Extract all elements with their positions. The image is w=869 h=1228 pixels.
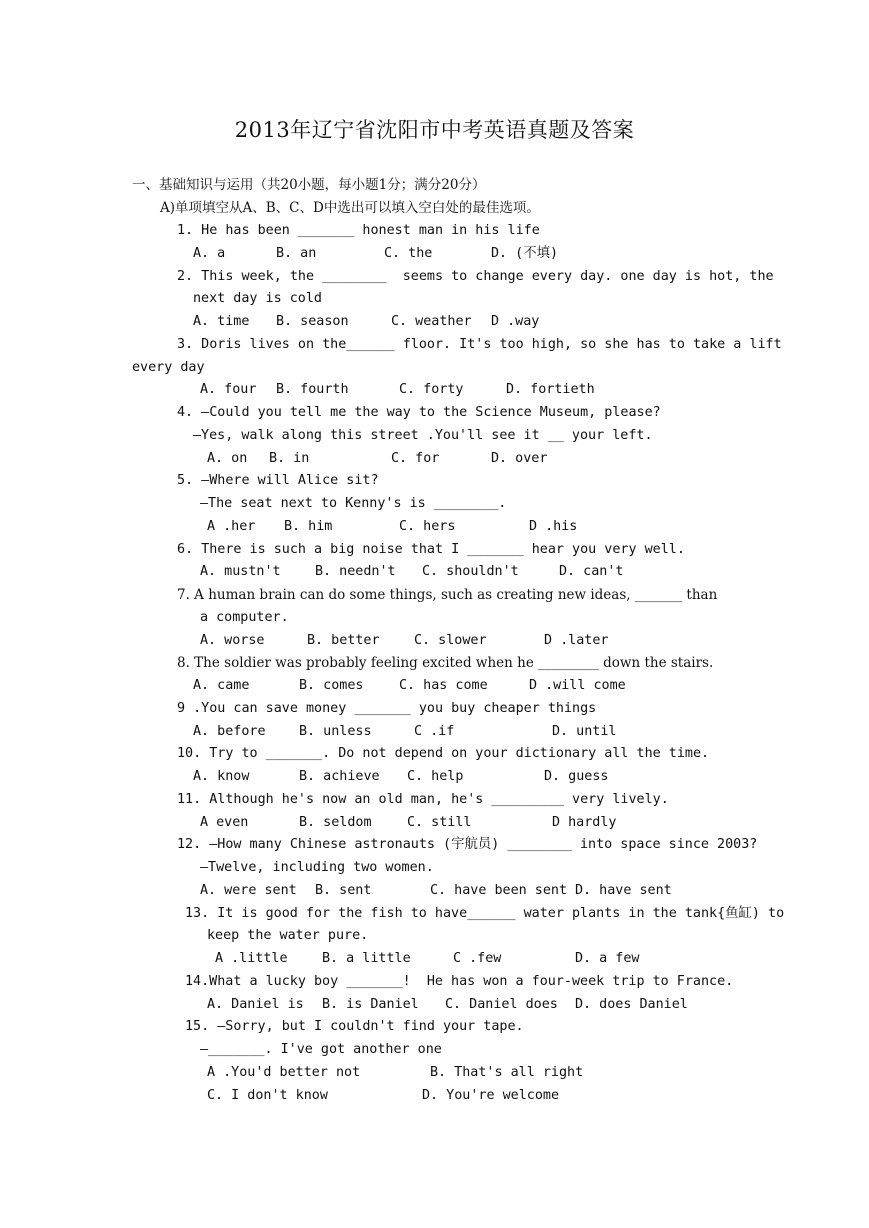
section-heading: 一、基础知识与运用（共20小题，每小题1分；满分20分） [132,177,486,193]
question-6-option-b: B. needn't [315,564,396,579]
question-2-option-a: A. time [193,314,250,329]
question-6-option-d: D. can't [559,564,624,579]
question-10-option-a: A. know [193,769,250,784]
question-11-option-d: D hardly [552,815,617,830]
question-11-stem: 11. Although he's now an old man, he's _________ very lively. [177,792,669,807]
question-15-option-a: A .You'd better not [207,1065,361,1080]
question-2-stem-cont: next day is cold [193,291,322,306]
question-12-stem: 12. —How many Chinese astronauts (宇航员) ________ into space since 2003? [177,837,758,852]
question-11-option-c: C. still [407,815,472,830]
question-2-option-d: D .way [491,314,540,329]
question-1-option-d: D. (不填) [491,246,559,261]
question-1-stem: 1. He has been _______ honest man in his life [177,223,540,238]
question-9-option-b: B. unless [299,724,372,739]
question-13-stem-cont: keep the water pure. [207,928,369,943]
question-15-option-d: D. You're welcome [422,1088,560,1103]
question-9-option-c: C .if [414,724,455,739]
question-7-option-b: B. better [307,633,380,648]
question-10-option-c: C. help [407,769,464,784]
question-14-option-d: D. does Daniel [575,997,688,1012]
question-8-option-b: B. comes [299,678,364,693]
question-8-option-a: A. came [193,678,250,693]
question-4-stem: 4. —Could you tell me the way to the Science Museum, please? [177,405,661,420]
question-1-option-c: C. the [384,246,433,261]
question-12-option-c: C. have been sent [430,883,568,898]
question-12-option-a: A. were sent [200,883,297,898]
question-9-stem: 9 .You can save money _______ you buy cheaper things [177,701,597,716]
question-6-option-a: A. mustn't [200,564,281,579]
question-5-option-a: A .her [207,519,256,534]
question-2-stem: 2. This week, the ________ seems to change every day. one day is hot, the [177,269,774,284]
question-3-option-b: B. fourth [276,382,349,397]
question-8-option-d: D .will come [529,678,626,693]
question-9-option-d: D. until [552,724,617,739]
question-6-stem: 6. There is such a big noise that I _______ hear you very well. [177,542,685,557]
question-14-option-a: A. Daniel is [207,997,304,1012]
page-title: 2013年辽宁省沈阳市中考英语真题及答案 [234,118,635,142]
question-13-option-a: A .little [215,951,288,966]
question-10-option-d: D. guess [544,769,609,784]
question-14-option-b: B. is Daniel [322,997,419,1012]
question-5-option-c: C. hers [399,519,456,534]
question-3-option-d: D. fortieth [506,382,595,397]
question-10-stem: 10. Try to _______. Do not depend on your dictionary all the time. [177,746,710,761]
question-15-option-b: B. That's all right [430,1065,584,1080]
question-5-stem: 5. —Where will Alice sit? [177,473,379,488]
question-7-option-c: C. slower [414,633,487,648]
question-2-option-c: C. weather [391,314,472,329]
question-5-stem-cont: —The seat next to Kenny's is ________. [200,496,507,511]
question-8-stem: 8. The soldier was probably feeling excited when he _________ down the stairs. [177,655,714,671]
question-15-stem-cont: —_______. I've got another one [200,1042,442,1057]
question-13-option-b: B. a little [322,951,411,966]
subsection-heading: A)单项填空从A、B、C、D中选出可以填入空白处的最佳选项。 [160,200,540,216]
question-6-option-c: C. shouldn't [422,564,519,579]
question-3-stem: 3. Doris lives on the______ floor. It's too high, so she has to take a lift [177,337,782,352]
question-1-option-a: A. a [193,246,226,261]
question-7-option-d: D .later [544,633,609,648]
question-14-stem: 14.What a lucky boy _______! He has won a four-week trip to France. [185,974,734,989]
question-5-option-d: D .his [529,519,578,534]
question-4-option-b: B. in [269,451,310,466]
question-12-stem-cont: —Twelve, including two women. [200,860,434,875]
question-4-stem-cont: —Yes, walk along this street .You'll see it __ your left. [193,428,653,443]
question-12-option-b: B. sent [315,883,372,898]
question-15-stem: 15. —Sorry, but I couldn't find your tape. [185,1019,524,1034]
question-5-option-b: B. him [284,519,333,534]
question-3-option-c: C. forty [399,382,464,397]
question-2-option-b: B. season [276,314,349,329]
question-14-option-c: C. Daniel does [445,997,558,1012]
question-7-option-a: A. worse [200,633,265,648]
question-8-option-c: C. has come [399,678,488,693]
question-7-stem-cont: a computer. [200,610,289,625]
question-13-option-c: C .few [453,951,502,966]
question-15-option-c: C. I don't know [207,1088,328,1103]
question-4-option-c: C. for [391,451,440,466]
question-3-option-a: A. four [200,382,257,397]
question-9-option-a: A. before [193,724,266,739]
question-13-option-d: D. a few [575,951,640,966]
question-4-option-d: D. over [491,451,548,466]
question-7-stem: 7. A human brain can do some things, such as creating new ideas, _______ than [177,587,718,603]
question-13-stem: 13. It is good for the fish to have______ water plants in the tank{鱼缸) to [185,906,785,921]
question-4-option-a: A. on [207,451,248,466]
question-11-option-a: A even [200,815,249,830]
question-10-option-b: B. achieve [299,769,380,784]
question-11-option-b: B. seldom [299,815,372,830]
question-12-option-d: D. have sent [575,883,672,898]
question-3-stem-cont: every day [132,360,205,375]
question-1-option-b: B. an [276,246,317,261]
